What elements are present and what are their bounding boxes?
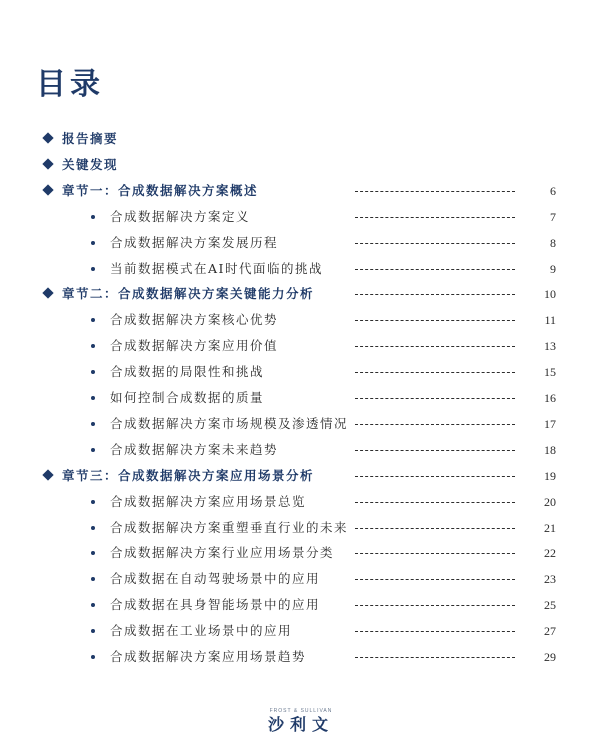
page-title: 目录 xyxy=(36,67,104,102)
toc-leader-line xyxy=(355,528,515,529)
toc-page-number: 18 xyxy=(544,442,556,457)
toc-page-number: 17 xyxy=(544,416,556,431)
toc-entry-label: 合成数据的局限性和挑战 xyxy=(110,364,265,380)
toc-page-number: 10 xyxy=(544,287,556,302)
toc-section-entry[interactable] xyxy=(0,466,602,486)
toc-entry-label: 合成数据解决方案核心优势 xyxy=(110,312,279,328)
toc-leader-line xyxy=(355,217,515,218)
toc-leader-line xyxy=(355,294,515,295)
toc-entry-label: 合成数据解决方案未来趋势 xyxy=(110,441,279,457)
toc-entry-label: 合成数据在工业场景中的应用 xyxy=(110,623,293,639)
toc-leader-line xyxy=(355,450,515,451)
toc-page-number: 20 xyxy=(544,494,556,509)
toc-entry-label: 关键发现 xyxy=(62,156,119,172)
toc-page-number: 8 xyxy=(550,235,556,250)
toc-leader-line xyxy=(355,346,515,347)
dot-bullet-icon xyxy=(91,318,95,322)
dot-bullet-icon xyxy=(91,551,95,555)
toc-entry-label: 合成数据解决方案重塑垂直行业的未来 xyxy=(110,519,349,535)
toc-entry-label: 合成数据解决方案行业应用场景分类 xyxy=(110,545,335,561)
toc-entry-label: 章节一：合成数据解决方案概述 xyxy=(62,182,259,198)
toc-page-number: 9 xyxy=(550,261,556,276)
toc-page-number: 25 xyxy=(544,598,556,613)
toc-leader-line xyxy=(355,372,515,373)
toc-subsection-entry[interactable] xyxy=(0,388,602,408)
toc-subsection-entry[interactable] xyxy=(0,310,602,330)
toc-entry-label: 章节二：合成数据解决方案关键能力分析 xyxy=(62,286,315,302)
dot-bullet-icon xyxy=(91,655,95,659)
dot-bullet-icon xyxy=(91,267,95,271)
toc-leader-line xyxy=(355,476,515,477)
dot-bullet-icon xyxy=(91,370,95,374)
toc-subsection-entry[interactable] xyxy=(0,647,602,667)
toc-page-number: 19 xyxy=(544,468,556,483)
toc-subsection-entry[interactable] xyxy=(0,595,602,615)
dot-bullet-icon xyxy=(91,577,95,581)
toc-subsection-entry[interactable] xyxy=(0,518,602,538)
toc-page-number: 7 xyxy=(550,209,556,224)
dot-bullet-icon xyxy=(91,241,95,245)
dot-bullet-icon xyxy=(91,629,95,633)
toc-subsection-entry[interactable] xyxy=(0,336,602,356)
toc-subsection-entry[interactable] xyxy=(0,543,602,563)
dot-bullet-icon xyxy=(91,526,95,530)
toc-subsection-entry[interactable] xyxy=(0,259,602,279)
toc-leader-line xyxy=(355,553,515,554)
toc-section-entry[interactable] xyxy=(0,155,602,175)
toc-leader-line xyxy=(355,191,515,192)
toc-entry-label: 如何控制合成数据的质量 xyxy=(110,390,265,405)
toc-entry-label: 合成数据解决方案市场规模及渗透情况 xyxy=(110,415,349,431)
toc-leader-line xyxy=(355,657,515,658)
toc-page-number: 29 xyxy=(544,650,556,664)
dot-bullet-icon xyxy=(91,215,95,219)
toc-section-entry[interactable] xyxy=(0,181,602,201)
toc-section-entry[interactable] xyxy=(0,284,602,304)
toc-subsection-entry[interactable] xyxy=(0,440,602,460)
toc-page-number: 16 xyxy=(544,391,556,405)
dot-bullet-icon xyxy=(91,448,95,452)
toc-entry-label: 合成数据解决方案定义 xyxy=(110,208,251,224)
toc-page-number: 23 xyxy=(544,572,556,587)
dot-bullet-icon xyxy=(91,422,95,426)
toc-entry-label: 章节三：合成数据解决方案应用场景分析 xyxy=(62,467,315,483)
toc-leader-line xyxy=(355,579,515,580)
toc-subsection-entry[interactable] xyxy=(0,207,602,227)
dot-bullet-icon xyxy=(91,344,95,348)
toc-subsection-entry[interactable] xyxy=(0,414,602,434)
toc-leader-line xyxy=(355,243,515,244)
toc-leader-line xyxy=(355,398,515,399)
toc-page-number: 21 xyxy=(544,520,556,535)
toc-subsection-entry[interactable] xyxy=(0,492,602,512)
toc-entry-label: 合成数据解决方案应用价值 xyxy=(110,338,279,354)
toc-leader-line xyxy=(355,502,515,503)
toc-entry-label: 合成数据解决方案应用场景趋势 xyxy=(110,649,307,664)
logo-english-text: FROST & SULLIVAN xyxy=(269,708,333,714)
dot-bullet-icon xyxy=(91,500,95,504)
toc-entry-label: 合成数据解决方案发展历程 xyxy=(110,234,279,250)
diamond-bullet-icon xyxy=(42,132,53,143)
diamond-bullet-icon xyxy=(42,158,53,169)
toc-subsection-entry[interactable] xyxy=(0,569,602,589)
dot-bullet-icon xyxy=(91,396,95,400)
toc-entry-label: 合成数据在自动驾驶场景中的应用 xyxy=(110,571,321,587)
diamond-bullet-icon xyxy=(42,469,53,480)
toc-subsection-entry[interactable] xyxy=(0,362,602,382)
toc-page-number: 6 xyxy=(550,183,556,198)
toc-entry-label: 当前数据模式在AI时代面临的挑战 xyxy=(110,260,323,276)
diamond-bullet-icon xyxy=(42,288,53,299)
toc-page-number: 15 xyxy=(544,365,556,380)
toc-page-number: 13 xyxy=(544,339,556,354)
toc-subsection-entry[interactable] xyxy=(0,621,602,641)
toc-entry-label: 报告摘要 xyxy=(62,131,119,146)
toc-leader-line xyxy=(355,605,515,606)
dot-bullet-icon xyxy=(91,603,95,607)
toc-leader-line xyxy=(355,320,515,321)
toc-leader-line xyxy=(355,424,515,425)
toc-subsection-entry[interactable] xyxy=(0,233,602,253)
toc-entry-label: 合成数据解决方案应用场景总览 xyxy=(110,493,307,509)
toc-page-number: 27 xyxy=(544,624,556,639)
toc-leader-line xyxy=(355,631,515,632)
logo-chinese-text: 沙利文 xyxy=(267,715,334,734)
toc-entry-label: 合成数据在具身智能场景中的应用 xyxy=(110,597,321,613)
diamond-bullet-icon xyxy=(42,184,53,195)
toc-page-number: 11 xyxy=(544,313,556,328)
frost-sullivan-logo xyxy=(251,708,351,738)
toc-page-number: 22 xyxy=(544,546,556,561)
toc-leader-line xyxy=(355,269,515,270)
toc-section-entry[interactable] xyxy=(0,129,602,149)
